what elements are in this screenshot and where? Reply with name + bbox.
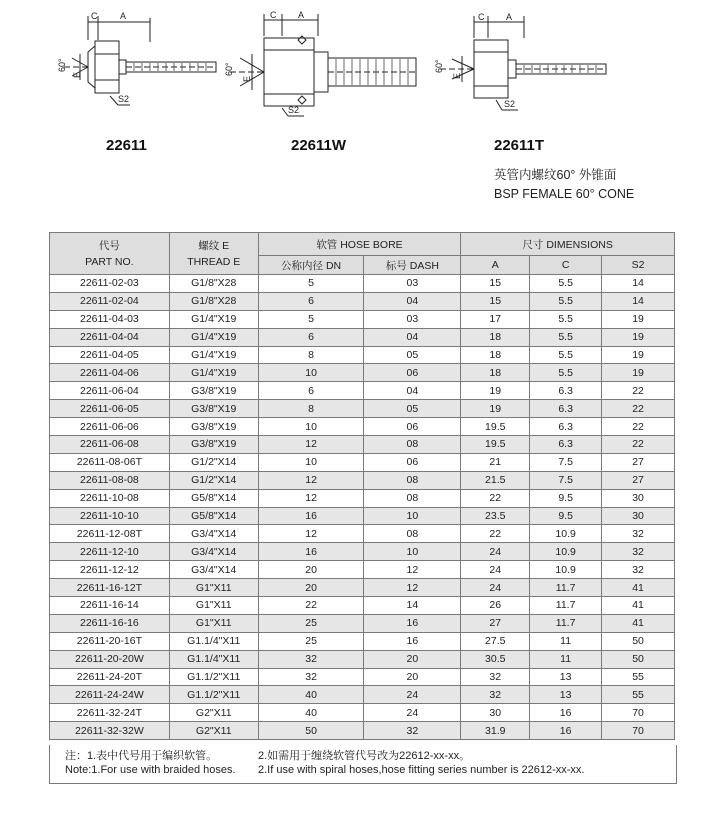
subtitle-cn: 英管内螺纹60° 外锥面 [494,168,617,182]
cell-c: 5.5 [530,328,602,346]
cell-s2: 70 [602,722,675,740]
cell-s2: 30 [602,489,675,507]
cell-s2: 19 [602,328,675,346]
cell-part-no: 22611-06-08 [50,436,170,454]
cell-part-no: 22611-20-16T [50,632,170,650]
cell-c: 5.5 [530,310,602,328]
header-part-no [50,233,170,275]
cell-thread: G2"X11 [169,704,258,722]
dim-angle-label: 60° [224,62,234,76]
cell-dn: 25 [258,632,364,650]
note-2 [258,749,584,777]
cell-a: 31.9 [461,722,530,740]
cell-dash: 04 [364,382,461,400]
cell-dn: 10 [258,453,364,471]
cell-part-no: 22611-04-04 [50,328,170,346]
cell-dn: 10 [258,364,364,382]
cell-a: 32 [461,668,530,686]
cell-dn: 5 [258,310,364,328]
cell-a: 18 [461,346,530,364]
cell-thread: G1/2"X14 [169,453,258,471]
cell-a: 19.5 [461,436,530,454]
cell-thread: G3/4"X14 [169,561,258,579]
table-row [50,400,675,418]
cell-thread: G3/4"X14 [169,525,258,543]
cell-s2: 50 [602,650,675,668]
cell-part-no: 22611-16-16 [50,614,170,632]
cell-dn: 16 [258,543,364,561]
cell-dn: 40 [258,704,364,722]
cell-s2: 22 [602,400,675,418]
table-row [50,561,675,579]
cell-part-no: 22611-20-20W [50,650,170,668]
table-row [50,453,675,471]
cell-dash: 20 [364,668,461,686]
cell-dash: 10 [364,543,461,561]
dim-angle-label: 60° [434,59,444,73]
table-row [50,722,675,740]
table-row [50,686,675,704]
table-row [50,382,675,400]
cell-dash: 03 [364,275,461,293]
fitting-22611-drawing [50,8,220,113]
table-row [50,704,675,722]
cell-dn: 6 [258,328,364,346]
table-row [50,275,675,293]
table-row [50,579,675,597]
cell-a: 17 [461,310,530,328]
header-dn: 公称内径 DN [258,256,364,275]
cell-part-no: 22611-08-08 [50,471,170,489]
cell-c: 5.5 [530,346,602,364]
dim-c-label: C [270,10,277,20]
cell-a: 23.5 [461,507,530,525]
header-dimensions: 尺寸 DIMENSIONS [461,233,675,256]
cell-s2: 55 [602,668,675,686]
figure-label-22611w: 22611W [291,137,347,154]
cell-dn: 20 [258,561,364,579]
cell-thread: G1/4"X19 [169,346,258,364]
dim-s2-label: S2 [118,94,130,104]
dim-s2-label: S2 [504,99,516,109]
cell-thread: G1"X11 [169,597,258,615]
cell-dn: 12 [258,525,364,543]
cell-dash: 04 [364,328,461,346]
cell-c: 10.9 [530,561,602,579]
cell-part-no: 22611-16-12T [50,579,170,597]
cell-thread: G1.1/2"X11 [169,686,258,704]
cell-dn: 10 [258,418,364,436]
cell-a: 19 [461,382,530,400]
table-row [50,436,675,454]
cell-dash: 08 [364,471,461,489]
cell-dn: 50 [258,722,364,740]
header-c: C [530,256,602,275]
header-thread-cn: 螺纹 E [198,239,230,252]
cell-thread: G1/8"X28 [169,292,258,310]
header-thread [169,233,258,275]
cell-dn: 32 [258,668,364,686]
table-row [50,471,675,489]
cell-thread: G1.1/2"X11 [169,668,258,686]
cell-s2: 27 [602,453,675,471]
cell-c: 6.3 [530,436,602,454]
table-row [50,328,675,346]
cell-s2: 22 [602,382,675,400]
cell-part-no: 22611-12-08T [50,525,170,543]
cell-thread: G3/8"X19 [169,418,258,436]
cell-dn: 12 [258,471,364,489]
cell-dash: 12 [364,579,461,597]
spec-table [49,232,675,740]
cell-thread: G1/8"X28 [169,275,258,293]
cell-part-no: 22611-04-03 [50,310,170,328]
dim-e-label: E [72,71,82,78]
cell-dash: 04 [364,292,461,310]
dim-a-label: A [506,12,513,22]
cell-s2: 41 [602,597,675,615]
note-1-en: Note:1.For use with braided hoses. [65,764,236,776]
cell-dn: 8 [258,346,364,364]
cell-dn: 16 [258,507,364,525]
cell-s2: 22 [602,418,675,436]
cell-part-no: 22611-12-12 [50,561,170,579]
cell-part-no: 22611-06-04 [50,382,170,400]
cell-c: 13 [530,686,602,704]
cell-c: 13 [530,668,602,686]
table-row [50,650,675,668]
cell-s2: 32 [602,525,675,543]
cell-a: 27.5 [461,632,530,650]
cell-part-no: 22611-02-03 [50,275,170,293]
cell-dash: 06 [364,418,461,436]
cell-a: 18 [461,364,530,382]
cell-c: 9.5 [530,489,602,507]
note-1 [65,749,236,777]
cell-thread: G1/4"X19 [169,310,258,328]
cell-s2: 70 [602,704,675,722]
cell-dash: 08 [364,489,461,507]
cell-a: 24 [461,561,530,579]
cell-a: 22 [461,525,530,543]
cell-dash: 08 [364,525,461,543]
cell-a: 15 [461,292,530,310]
cell-dash: 05 [364,346,461,364]
cell-c: 5.5 [530,364,602,382]
cell-dash: 16 [364,632,461,650]
cell-dn: 5 [258,275,364,293]
cell-a: 22 [461,489,530,507]
cell-part-no: 22611-04-05 [50,346,170,364]
cell-dash: 06 [364,453,461,471]
table-row [50,614,675,632]
cell-c: 16 [530,704,602,722]
cell-part-no: 22611-02-04 [50,292,170,310]
note-2-en: 2.If use with spiral hoses,hose fitting series number is 22612-xx-xx. [258,764,585,776]
cell-thread: G5/8"X14 [169,489,258,507]
cell-part-no: 22611-10-10 [50,507,170,525]
cell-s2: 19 [602,310,675,328]
table-row [50,597,675,615]
cell-dn: 12 [258,489,364,507]
cell-dn: 12 [258,436,364,454]
cell-dn: 6 [258,292,364,310]
dim-e-label: E [452,72,462,79]
header-hose-bore: 软管 HOSE BORE [258,233,461,256]
table-row [50,507,675,525]
cell-dash: 03 [364,310,461,328]
cell-thread: G3/4"X14 [169,543,258,561]
cell-s2: 14 [602,275,675,293]
cell-part-no: 22611-10-08 [50,489,170,507]
cell-s2: 27 [602,471,675,489]
table-row [50,292,675,310]
cell-c: 16 [530,722,602,740]
figure-22611 [50,8,220,113]
figure-label-22611t: 22611T [494,137,545,154]
cell-thread: G1/2"X14 [169,471,258,489]
cell-c: 6.3 [530,382,602,400]
cell-thread: G2"X11 [169,722,258,740]
fitting-22611t-drawing [432,8,612,118]
cell-s2: 14 [602,292,675,310]
cell-thread: G1.1/4"X11 [169,650,258,668]
cell-a: 32 [461,686,530,704]
cell-c: 11.7 [530,579,602,597]
header-thread-en: THREAD E [187,255,241,268]
cell-s2: 19 [602,364,675,382]
cell-s2: 19 [602,346,675,364]
cell-dn: 22 [258,597,364,615]
cell-s2: 22 [602,436,675,454]
header-part-cn: 代号 [98,239,120,252]
cell-thread: G1/4"X19 [169,364,258,382]
figure-22611t [432,8,612,118]
cell-a: 19.5 [461,418,530,436]
cell-c: 10.9 [530,525,602,543]
cell-dn: 6 [258,382,364,400]
cell-thread: G1"X11 [169,579,258,597]
figure-22611w [222,8,422,123]
cell-c: 7.5 [530,471,602,489]
dim-angle-label: 60° [57,58,67,72]
dim-a-label: A [120,11,127,21]
cell-thread: G3/8"X19 [169,382,258,400]
cell-dash: 14 [364,597,461,615]
cell-part-no: 22611-12-10 [50,543,170,561]
dim-c-label: C [478,12,485,22]
cell-c: 11.7 [530,614,602,632]
cell-a: 30 [461,704,530,722]
cell-a: 27 [461,614,530,632]
note-1-cn: 注：1.表中代号用于编织软管。 [65,750,218,762]
product-subtitle [494,166,634,204]
cell-thread: G5/8"X14 [169,507,258,525]
table-row [50,525,675,543]
cell-part-no: 22611-32-24T [50,704,170,722]
cell-dash: 12 [364,561,461,579]
note-2-cn: 2.如需用于缠绕软管代号改为22612-xx-xx。 [258,750,471,762]
dim-e-label: E [242,75,252,82]
cell-thread: G3/8"X19 [169,436,258,454]
cell-c: 5.5 [530,275,602,293]
cell-part-no: 22611-24-20T [50,668,170,686]
cell-a: 30.5 [461,650,530,668]
header-part-en: PART NO. [85,255,134,268]
cell-dash: 24 [364,686,461,704]
cell-a: 26 [461,597,530,615]
cell-a: 21 [461,453,530,471]
cell-dash: 10 [364,507,461,525]
spec-table-body [50,275,675,740]
cell-dash: 06 [364,364,461,382]
dim-a-label: A [298,10,305,20]
table-row [50,668,675,686]
cell-c: 10.9 [530,543,602,561]
cell-a: 24 [461,579,530,597]
cell-dn: 40 [258,686,364,704]
cell-a: 24 [461,543,530,561]
table-row [50,346,675,364]
cell-thread: G3/8"X19 [169,400,258,418]
cell-a: 18 [461,328,530,346]
cell-thread: G1/4"X19 [169,328,258,346]
cell-c: 11 [530,650,602,668]
cell-dash: 24 [364,704,461,722]
header-dash: 标号 DASH [364,256,461,275]
cell-dash: 20 [364,650,461,668]
cell-s2: 55 [602,686,675,704]
cell-dn: 20 [258,579,364,597]
header-s2: S2 [602,256,675,275]
cell-a: 15 [461,275,530,293]
cell-part-no: 22611-04-06 [50,364,170,382]
cell-dn: 8 [258,400,364,418]
cell-s2: 30 [602,507,675,525]
cell-dash: 08 [364,436,461,454]
cell-dn: 32 [258,650,364,668]
cell-c: 6.3 [530,400,602,418]
fitting-22611w-drawing [222,8,422,123]
table-row [50,364,675,382]
cell-a: 21.5 [461,471,530,489]
cell-c: 6.3 [530,418,602,436]
cell-s2: 41 [602,579,675,597]
cell-s2: 32 [602,543,675,561]
cell-dash: 16 [364,614,461,632]
table-row [50,310,675,328]
cell-part-no: 22611-24-24W [50,686,170,704]
cell-thread: G1"X11 [169,614,258,632]
header-a: A [461,256,530,275]
dim-s2-label: S2 [288,105,300,115]
cell-s2: 41 [602,614,675,632]
cell-c: 11 [530,632,602,650]
cell-a: 19 [461,400,530,418]
subtitle-en: BSP FEMALE 60° CONE [494,187,635,201]
cell-dash: 32 [364,722,461,740]
cell-dash: 05 [364,400,461,418]
cell-part-no: 22611-06-05 [50,400,170,418]
notes-box [49,745,677,784]
cell-c: 9.5 [530,507,602,525]
table-row [50,489,675,507]
cell-c: 5.5 [530,292,602,310]
table-row [50,543,675,561]
cell-part-no: 22611-08-06T [50,453,170,471]
cell-part-no: 22611-06-06 [50,418,170,436]
cell-thread: G1.1/4"X11 [169,632,258,650]
cell-s2: 50 [602,632,675,650]
figure-label-22611: 22611 [106,137,147,154]
table-row [50,418,675,436]
table-row [50,632,675,650]
dim-c-label: C [91,11,98,21]
cell-part-no: 22611-16-14 [50,597,170,615]
cell-part-no: 22611-32-32W [50,722,170,740]
cell-c: 11.7 [530,597,602,615]
cell-c: 7.5 [530,453,602,471]
cell-dn: 25 [258,614,364,632]
cell-s2: 32 [602,561,675,579]
